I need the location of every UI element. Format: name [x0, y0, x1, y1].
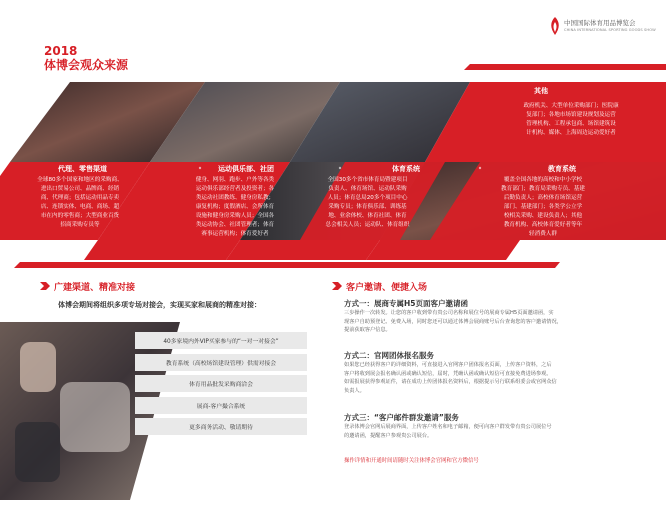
sports-line: 地、业余体校、体育社团、体育 [328, 213, 407, 219]
education-line: 教育部门；教育局采购专员、基建 [501, 186, 585, 192]
other-line: 复部门；各地市场馆建设规划及运营 [526, 112, 616, 118]
club-line: 设施和健身房采购人员；全国各 [195, 213, 275, 219]
other-line: 计机构、媒体、上海周边运动爱好者 [526, 130, 616, 136]
cat-education-desc [468, 176, 618, 239]
cat-sports-desc [305, 176, 430, 230]
title-year: 2018 [44, 44, 78, 58]
retail-line: 商、代理商；包括运动用品专卖 [40, 195, 120, 201]
meeting-item: 体育用品批发采购商洽会 [135, 375, 307, 392]
title-arrow-icon [40, 282, 50, 290]
left-section-subtitle: 体博会期间将组织多项专场对接会，实现买家和展商的精准对接： [58, 301, 261, 309]
cat-club-desc [170, 176, 300, 239]
method-line: 如需报展获得参观证件，请在成功上传团体报名资料后，根据提示另行联系组委会或官网众信 [344, 379, 557, 386]
method-line: 负责人。 [344, 387, 365, 394]
retail-line: 招商采购专员等 [60, 222, 100, 228]
method-line: 的邀请函，提醒客户参观贵公司展台。 [344, 432, 433, 439]
education-line: 轻消费人群 [529, 231, 557, 237]
method-three [344, 412, 634, 440]
method-two [344, 350, 634, 395]
meeting-list [135, 332, 307, 440]
retail-line: 全球80多个国家和地区的采购商、 [37, 177, 123, 183]
sports-line: 人员；体育总局20多个项目中心 [327, 195, 408, 201]
other-line: 管理机构、工程承包商、场馆建筑设 [526, 121, 616, 127]
meeting-item: 教育系统（高校场馆建设管理）供需对接会 [135, 354, 307, 371]
retail-line: 市在内的零售商；大型商业百货 [40, 213, 120, 219]
page-title [44, 44, 128, 72]
sports-line: 全国30多个省市体育局暨建项目 [327, 177, 408, 183]
meeting-item: 40多家境内外VIP买家参与的“一对一对接会” [135, 332, 307, 349]
footnote-link[interactable]: 操作详情和开通时间请随时关注体博会官网和官方微信号 [344, 458, 479, 464]
education-line: 后勤负责人；高校体育场馆运营 [503, 195, 583, 201]
header-logo [548, 14, 660, 44]
retail-line: 店、连锁实体、电商、商场、超 [40, 204, 120, 210]
cat-sports-title: 体育系统 [392, 165, 420, 173]
club-line: 类运动社团教练、健身房私教； [195, 195, 275, 201]
cat-club-title: 运动俱乐部、社团 [218, 165, 274, 173]
cat-retail-title: 代理、零售渠道 [58, 165, 107, 173]
method-one [344, 298, 634, 335]
method-line: 客户将收到展会报名确认函或确认短信，届时，凭确认函或确认短信可直接免费进场参观。 [344, 370, 552, 377]
club-line: 赛事运营机构；体育爱好者 [201, 231, 269, 237]
club-line: 类运动协会、社团管理者；体育 [195, 222, 275, 228]
logo-english-name: CHINA INTERNATIONAL SPORTING GOODS SHOW [564, 28, 656, 32]
method-line: 三步操作一次转发。让您的客户收到带有贵公司名称和展位号的展商专属H5页面邀请函，实 [344, 310, 554, 316]
audience-banner [0, 80, 666, 270]
top-red-stripe [430, 44, 666, 78]
left-section-title: 广建渠道、精准对接 [54, 283, 136, 293]
sports-line: 负责人、体育场馆、运动队采购 [328, 186, 407, 192]
method-one-body [344, 309, 634, 335]
cat-other-desc [496, 102, 646, 138]
cat-retail-desc [20, 176, 140, 230]
method-line: 现客户自助预登记、免费入场，同时您还可以通过体博会展商账号后台查询您的客户邀请情况， [344, 318, 562, 325]
sports-line: 总会相关人员；运动队、体育组织 [325, 222, 410, 228]
method-two-title: 方式二：官网团体报名服务 [344, 351, 434, 360]
other-line: 政府机关、大型单位采购部门；医院康 [523, 103, 619, 109]
method-line: 如果您已经获得客户的详细资料，可直接进入官网客户团体报名页面，上传客户资料，之后 [344, 362, 552, 368]
cat-other-title: 其他 [534, 87, 548, 95]
education-line: 教育机构、高校体育爱好者等年 [503, 222, 583, 228]
cat-education-title: 教育系统 [548, 165, 576, 173]
title-arrow-icon [332, 282, 342, 290]
meeting-item: 更多商务活动、敬请期待 [135, 418, 307, 435]
education-line: 部门、基建部门；各类学公立学 [503, 204, 583, 210]
club-line: 运动俱乐部经营者及投资者；各 [195, 186, 275, 192]
club-line: 康复机构；度假酒店、会所体育 [195, 204, 275, 210]
method-two-body [344, 361, 634, 395]
meeting-item: 展商-客户撮合系统 [135, 397, 307, 414]
title-main: 体博会观众来源 [44, 58, 129, 72]
retail-line: 进出口贸易公司、品牌商、经销 [40, 186, 120, 192]
education-line: 覆盖全国各地的高校和中小学校 [503, 177, 583, 183]
method-three-body [344, 423, 634, 440]
method-line: 登录体博会官网后展商界面，上传客户姓名和电子邮箱，便可向客户群发带有贵公司展位号 [344, 424, 552, 430]
sports-line: 采购专员；体育俱乐部、训练基 [328, 204, 407, 210]
method-three-title: 方式三：“客户邮件群发邀请”服务 [344, 413, 459, 422]
education-line: 校相关采购、建设负责人；其他 [503, 213, 583, 219]
logo-chinese-name: 中国国际体育用品博览会 [564, 19, 636, 27]
club-line: 健身、网羽、跑步、户外等各类 [195, 177, 275, 183]
method-one-title: 方式一：展商专属H5页面客户邀请函 [344, 299, 468, 308]
right-section-title: 客户邀请、便捷入场 [346, 283, 428, 293]
logo-flame-icon [548, 16, 562, 36]
method-line: 提前获取客户信息。 [344, 327, 391, 334]
